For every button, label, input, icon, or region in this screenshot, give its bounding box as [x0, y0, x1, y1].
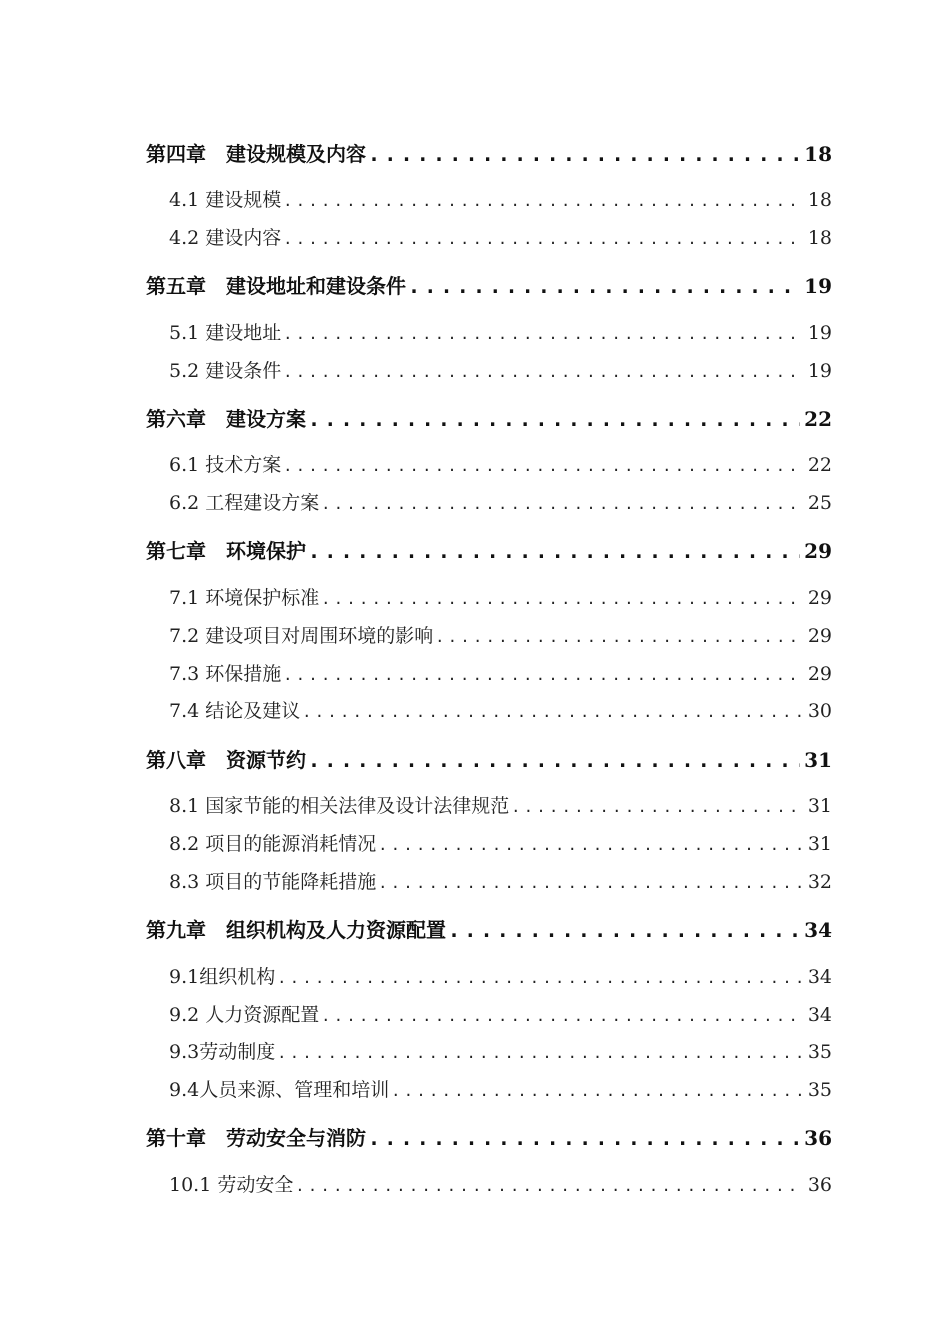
toc-page-number: 19 [804, 274, 832, 298]
toc-title: 7.4 结论及建议 [169, 700, 301, 722]
toc-page-number: 29 [804, 539, 832, 563]
toc-section[interactable] [146, 318, 832, 345]
toc-title: 8.2 项目的能源消耗情况 [169, 833, 377, 855]
toc-page-number: 19 [807, 360, 832, 382]
dot-leader [295, 1177, 803, 1195]
toc-page-number: 30 [807, 700, 832, 722]
toc-page-number: 31 [807, 833, 832, 855]
toc-page-number: 32 [807, 871, 832, 893]
toc-page-number: 34 [804, 918, 832, 942]
dot-leader [321, 495, 804, 513]
toc-page-number: 18 [807, 189, 832, 211]
toc-title: 10.1 劳动安全 [169, 1174, 294, 1196]
toc-title: 5.1 建设地址 [169, 322, 282, 344]
toc-section[interactable] [146, 488, 832, 515]
toc-title: 9.1组织机构 [169, 966, 276, 988]
toc-title: 7.1 环境保护标准 [169, 587, 320, 609]
dot-leader [308, 539, 800, 563]
toc-title: 5.2 建设条件 [169, 360, 282, 382]
toc-chapter[interactable] [146, 1122, 832, 1151]
toc-section[interactable] [146, 696, 832, 723]
dot-leader [308, 748, 800, 772]
toc-chapter[interactable] [146, 914, 832, 943]
dot-leader [283, 325, 804, 343]
toc-page-number: 29 [807, 587, 832, 609]
dot-leader [283, 457, 804, 475]
toc-title: 6.1 技术方案 [169, 454, 282, 476]
toc-section[interactable] [146, 223, 832, 250]
dot-leader [302, 703, 804, 721]
dot-leader [408, 274, 800, 298]
toc-chapter[interactable] [146, 744, 832, 773]
dot-leader [277, 1044, 804, 1062]
toc-page-number: 35 [807, 1041, 832, 1063]
toc-title: 第七章 环境保护 [146, 539, 306, 563]
toc-section[interactable] [146, 1170, 832, 1197]
dot-leader [378, 836, 804, 854]
toc-title: 6.2 工程建设方案 [169, 492, 320, 514]
toc-title: 8.1 国家节能的相关法律及设计法律规范 [169, 795, 510, 817]
toc-title: 第八章 资源节约 [146, 748, 306, 772]
toc-page-number: 29 [807, 625, 832, 647]
toc-page-number: 18 [807, 227, 832, 249]
toc-page-number: 25 [807, 492, 832, 514]
toc-chapter[interactable] [146, 138, 832, 167]
dot-leader [308, 407, 800, 431]
toc-section[interactable] [146, 356, 832, 383]
toc-section[interactable] [146, 1000, 832, 1027]
toc-section[interactable] [146, 1037, 832, 1064]
dot-leader [391, 1082, 804, 1100]
toc-section[interactable] [146, 659, 832, 686]
toc-section[interactable] [146, 450, 832, 477]
toc-page-number: 29 [807, 663, 832, 685]
toc-title: 7.3 环保措施 [169, 663, 282, 685]
toc-title: 第六章 建设方案 [146, 407, 306, 431]
toc-page-number: 22 [804, 407, 832, 431]
toc-title: 第五章 建设地址和建设条件 [146, 274, 406, 298]
toc-section[interactable] [146, 185, 832, 212]
toc-chapter[interactable] [146, 535, 832, 564]
toc-chapter[interactable] [146, 270, 832, 299]
toc-title: 9.4人员来源、管理和培训 [169, 1079, 390, 1101]
toc-title: 7.2 建设项目对周围环境的影响 [169, 625, 434, 647]
dot-leader [283, 666, 804, 684]
toc-title: 第十章 劳动安全与消防 [146, 1126, 366, 1150]
toc-title: 4.1 建设规模 [169, 189, 282, 211]
toc-page-number: 34 [807, 1004, 832, 1026]
dot-leader [511, 798, 804, 816]
toc-section[interactable] [146, 583, 832, 610]
dot-leader [448, 918, 800, 942]
toc-page-number: 31 [804, 748, 832, 772]
dot-leader [435, 628, 804, 646]
toc-title: 9.2 人力资源配置 [169, 1004, 320, 1026]
dot-leader [321, 1007, 804, 1025]
toc-page-number: 35 [807, 1079, 832, 1101]
toc-section[interactable] [146, 829, 832, 856]
toc-page-number: 36 [807, 1174, 832, 1196]
toc-section[interactable] [146, 791, 832, 818]
dot-leader [283, 192, 804, 210]
toc-title: 8.3 项目的节能降耗措施 [169, 871, 377, 893]
dot-leader [277, 969, 804, 987]
toc-page-number: 22 [807, 454, 832, 476]
toc-title: 9.3劳动制度 [169, 1041, 276, 1063]
toc-section[interactable] [146, 1075, 832, 1102]
toc-page-number: 31 [807, 795, 832, 817]
toc-page-number: 36 [804, 1126, 832, 1150]
toc-title: 第四章 建设规模及内容 [146, 142, 366, 166]
dot-leader [283, 363, 804, 381]
toc-chapter[interactable] [146, 403, 832, 432]
toc-page-number: 34 [807, 966, 832, 988]
toc-section[interactable] [146, 867, 832, 894]
toc-page-number: 19 [807, 322, 832, 344]
toc-section[interactable] [146, 962, 832, 989]
toc-page-number: 18 [804, 142, 832, 166]
dot-leader [321, 590, 804, 608]
dot-leader [378, 874, 804, 892]
toc-title: 4.2 建设内容 [169, 227, 282, 249]
dot-leader [368, 1126, 800, 1150]
toc-section[interactable] [146, 621, 832, 648]
dot-leader [368, 142, 800, 166]
dot-leader [283, 230, 804, 248]
toc-title: 第九章 组织机构及人力资源配置 [146, 918, 446, 942]
